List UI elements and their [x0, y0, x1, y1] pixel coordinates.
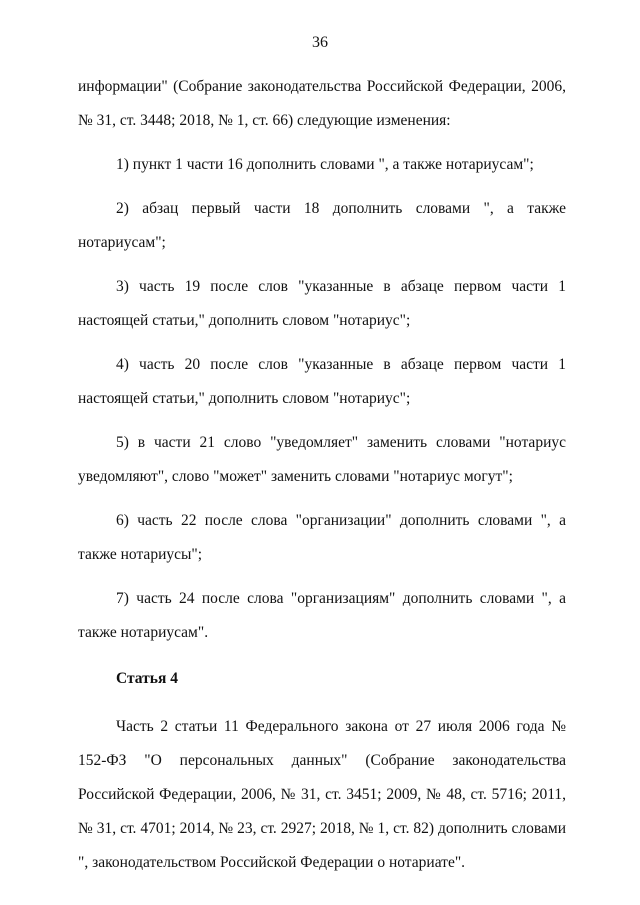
list-item-3: 3) часть 19 после слов "указанные в абзаце первом части 1 настоящей статьи," дополнить словом "нотариус";	[78, 278, 566, 329]
page-number: 36	[312, 34, 328, 51]
list-item-1: 1) пункт 1 части 16 дополнить словами ", а также нотариусам";	[116, 156, 534, 173]
list-item-2: 2) абзац первый части 18 дополнить словами ", а также нотариусам";	[78, 200, 566, 251]
article-heading: Статья 4	[116, 670, 178, 687]
document-body	[78, 70, 566, 880]
list-item-5: 5) в части 21 слово "уведомляет" заменить словами "нотариус уведомляют", слово "может" заменить словами "нотариус могут";	[78, 434, 566, 485]
article-text: Часть 2 статьи 11 Федерального закона от 27 июля 2006 года № 152-ФЗ "О персональных данных" (Собрание законодательства Российской Федерации, 2006, № 31, ст. 3451; 2009, № 48, ст. 5716; 2011, № 31, ст. 4701; 2014, № 23, ст. 2927; 2018, № 1, ст. 82) дополнить словами ", законодательством Российской Федерации о нотариате".	[78, 718, 566, 871]
list-item-4: 4) часть 20 после слов "указанные в абзаце первом части 1 настоящей статьи," дополнить словом "нотариус";	[78, 356, 566, 407]
list-item-7: 7) часть 24 после слова "организациям" дополнить словами ", а также нотариусам".	[78, 590, 566, 641]
paragraph-intro: информации" (Собрание законодательства Российской Федерации, 2006, № 31, ст. 3448; 2018, № 1, ст. 66) следующие изменения:	[78, 78, 566, 129]
list-item-6: 6) часть 22 после слова "организации" дополнить словами ", а также нотариусы";	[78, 512, 566, 563]
